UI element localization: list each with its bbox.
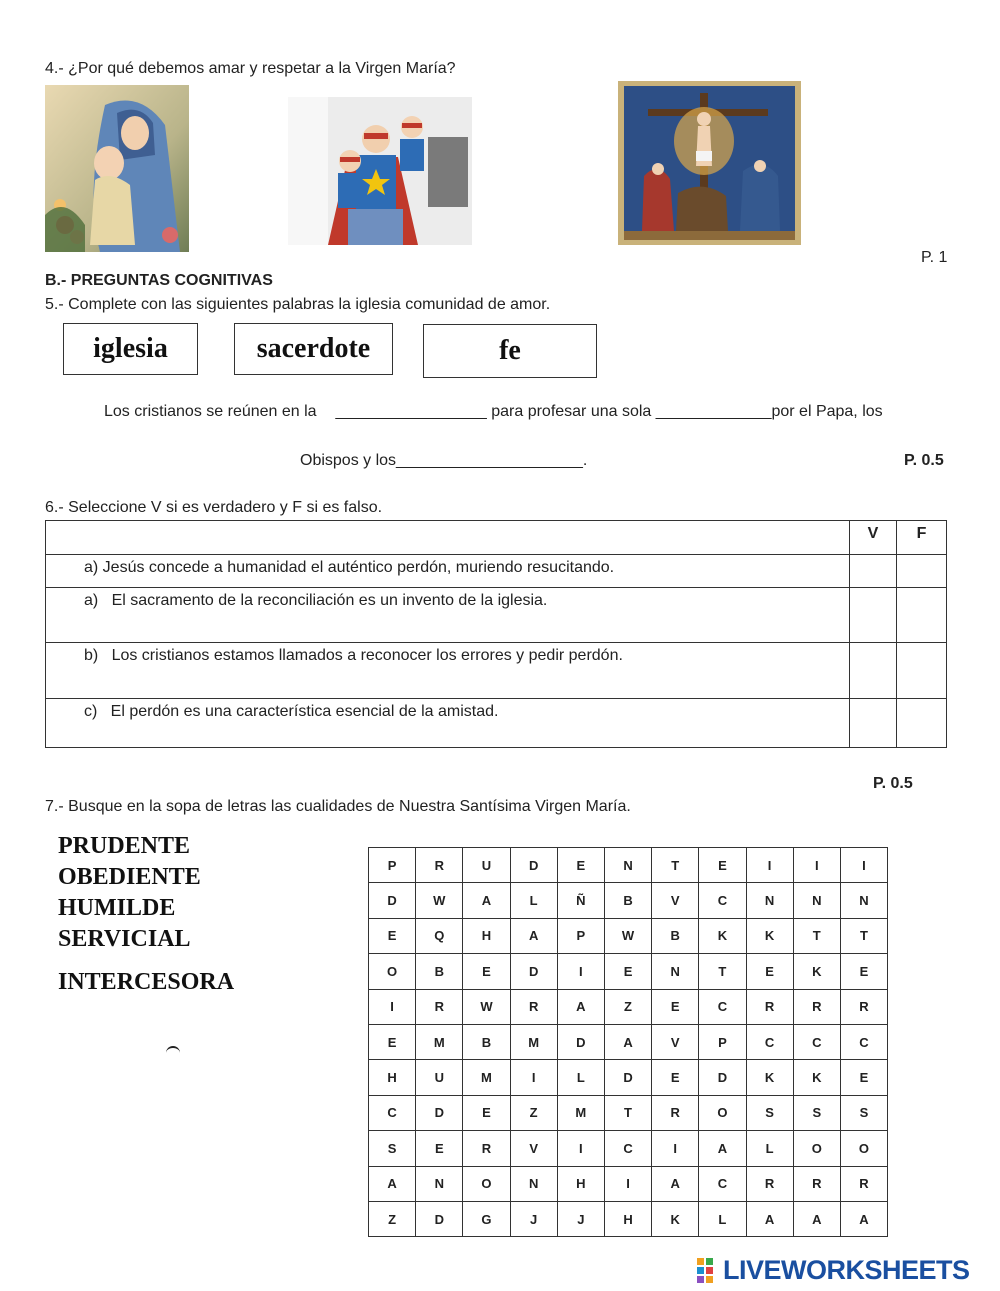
grid-letter[interactable]: B [604, 883, 651, 918]
f-cell-4[interactable] [897, 699, 947, 748]
grid-row [369, 1060, 888, 1095]
table-row [46, 555, 947, 588]
word-search-grid [368, 847, 888, 1237]
grid-letter[interactable]: N [840, 883, 887, 918]
grid-letter[interactable]: I [557, 1131, 604, 1166]
grid-row [369, 1095, 888, 1130]
grid-letter[interactable]: T [840, 918, 887, 953]
grid-letter[interactable]: B [416, 954, 463, 989]
grid-letter[interactable]: R [416, 848, 463, 883]
grid-letter[interactable]: A [369, 1166, 416, 1201]
statement-4: c) El perdón es una característica esencial de la amistad. [46, 699, 850, 748]
grid-letter[interactable]: R [463, 1131, 510, 1166]
grid-letter[interactable]: R [746, 1166, 793, 1201]
blank-2[interactable]: _____________ [655, 403, 772, 420]
grid-letter[interactable]: Z [369, 1201, 416, 1236]
grid-letter[interactable]: S [746, 1095, 793, 1130]
grid-letter[interactable]: K [652, 1201, 699, 1236]
grid-letter[interactable]: C [699, 989, 746, 1024]
grid-letter[interactable]: H [463, 918, 510, 953]
grid-letter[interactable]: M [510, 1024, 557, 1059]
grid-letter[interactable]: A [510, 918, 557, 953]
grid-letter[interactable]: I [369, 989, 416, 1024]
grid-letter[interactable]: N [793, 883, 840, 918]
grid-letter[interactable]: K [699, 918, 746, 953]
grid-letter[interactable]: V [510, 1131, 557, 1166]
grid-letter[interactable]: M [463, 1060, 510, 1095]
word-intercesora: INTERCESORA [58, 969, 235, 995]
grid-letter[interactable]: K [793, 954, 840, 989]
grid-letter[interactable]: D [510, 848, 557, 883]
grid-letter[interactable]: A [699, 1131, 746, 1166]
q4-question: 4.- ¿Por qué debemos amar y respetar a la Virgen María? [45, 60, 456, 77]
grid-letter[interactable]: M [557, 1095, 604, 1130]
sentence-part3: por el Papa, los [771, 403, 883, 420]
grid-letter[interactable]: P [699, 1024, 746, 1059]
grid-letter[interactable]: R [746, 989, 793, 1024]
grid-letter[interactable]: B [652, 918, 699, 953]
f-cell-1[interactable] [897, 555, 947, 588]
table-row [46, 699, 947, 748]
grid-letter[interactable]: M [416, 1024, 463, 1059]
grid-row [369, 1024, 888, 1059]
sentence-end: . [582, 452, 588, 469]
word-obediente: OBEDIENTE [58, 864, 201, 890]
grid-letter[interactable]: I [840, 848, 887, 883]
grid-letter[interactable]: E [416, 1131, 463, 1166]
grid-letter[interactable]: G [463, 1201, 510, 1236]
grid-letter[interactable]: R [840, 989, 887, 1024]
sentence-part1: Los cristianos se reúnen en la [104, 403, 317, 420]
grid-letter[interactable]: C [369, 1095, 416, 1130]
word-prudente: PRUDENTE [58, 833, 191, 859]
grid-letter[interactable]: O [793, 1131, 840, 1166]
q5-sentence-line2 [300, 452, 587, 470]
q4-points: P. 1 [921, 249, 948, 266]
word-box-sacerdote[interactable]: sacerdote [234, 323, 393, 375]
grid-letter[interactable]: O [699, 1095, 746, 1130]
grid-letter[interactable]: H [369, 1060, 416, 1095]
grid-letter[interactable]: A [840, 1201, 887, 1236]
grid-letter[interactable]: K [793, 1060, 840, 1095]
grid-letter[interactable]: T [793, 918, 840, 953]
grid-letter[interactable]: C [699, 883, 746, 918]
grid-letter[interactable]: H [604, 1201, 651, 1236]
grid-letter[interactable]: V [652, 883, 699, 918]
grid-letter[interactable]: D [699, 1060, 746, 1095]
v-cell-2[interactable] [850, 588, 897, 643]
grid-letter[interactable]: D [416, 1201, 463, 1236]
blank-3[interactable]: _____________________ [396, 452, 583, 469]
grid-letter[interactable]: N [746, 883, 793, 918]
grid-letter[interactable]: L [557, 1060, 604, 1095]
grid-letter[interactable]: E [604, 954, 651, 989]
grid-letter[interactable]: E [652, 1060, 699, 1095]
grid-row [369, 848, 888, 883]
superhero-family-image [288, 97, 472, 245]
grid-letter[interactable]: E [699, 848, 746, 883]
grid-letter[interactable]: N [604, 848, 651, 883]
liveworksheets-logo-icon [697, 1258, 723, 1284]
grid-letter[interactable]: C [699, 1166, 746, 1201]
grid-row [369, 1201, 888, 1236]
table-header-row [46, 521, 947, 555]
grid-letter[interactable]: O [369, 954, 416, 989]
f-cell-3[interactable] [897, 643, 947, 699]
grid-letter[interactable]: Ñ [557, 883, 604, 918]
grid-letter[interactable]: I [746, 848, 793, 883]
grid-letter[interactable]: D [557, 1024, 604, 1059]
grid-letter[interactable]: S [369, 1131, 416, 1166]
grid-letter[interactable]: I [652, 1131, 699, 1166]
grid-letter[interactable]: E [840, 1060, 887, 1095]
grid-letter[interactable]: J [510, 1201, 557, 1236]
grid-letter[interactable]: Q [416, 918, 463, 953]
word-servicial: SERVICIAL [58, 926, 191, 952]
grid-letter[interactable]: D [604, 1060, 651, 1095]
grid-letter[interactable]: L [746, 1131, 793, 1166]
grid-letter[interactable]: U [416, 1060, 463, 1095]
grid-letter[interactable]: E [652, 989, 699, 1024]
grid-letter[interactable]: O [840, 1131, 887, 1166]
grid-letter[interactable]: T [604, 1095, 651, 1130]
grid-letter[interactable]: V [652, 1024, 699, 1059]
grid-letter[interactable]: W [604, 918, 651, 953]
grid-letter[interactable]: N [652, 954, 699, 989]
q6-points: P. 0.5 [873, 775, 913, 792]
crucifixion-image [618, 81, 801, 245]
grid-letter[interactable]: A [604, 1024, 651, 1059]
virgin-mary-image [45, 85, 189, 252]
grid-letter[interactable]: K [746, 1060, 793, 1095]
liveworksheets-logo [697, 1255, 970, 1286]
grid-letter[interactable]: I [557, 954, 604, 989]
liveworksheets-logo-text: LIVEWORKSHEETS [723, 1255, 970, 1285]
grid-letter[interactable]: E [557, 848, 604, 883]
grid-letter[interactable]: E [369, 918, 416, 953]
v-cell-4[interactable] [850, 699, 897, 748]
table-row [46, 588, 947, 643]
grid-letter[interactable]: C [840, 1024, 887, 1059]
grid-row [369, 1131, 888, 1166]
true-false-table [45, 520, 947, 748]
grid-letter[interactable]: H [557, 1166, 604, 1201]
q5-question: 5.- Complete con las siguientes palabras la iglesia comunidad de amor. [45, 296, 551, 313]
q5-points: P. 0.5 [904, 452, 944, 469]
grid-row [369, 954, 888, 989]
grid-letter[interactable]: N [510, 1166, 557, 1201]
grid-letter[interactable]: S [840, 1095, 887, 1130]
grid-letter[interactable]: U [463, 848, 510, 883]
header-blank-cell [46, 521, 850, 555]
grid-row [369, 1166, 888, 1201]
grid-letter[interactable]: N [416, 1166, 463, 1201]
grid-letter[interactable]: I [604, 1166, 651, 1201]
grid-letter[interactable]: W [463, 989, 510, 1024]
grid-letter[interactable]: A [652, 1166, 699, 1201]
grid-letter[interactable]: R [510, 989, 557, 1024]
grid-letter[interactable]: W [416, 883, 463, 918]
grid-letter[interactable]: A [557, 989, 604, 1024]
grid-letter[interactable]: R [793, 1166, 840, 1201]
v-cell-1[interactable] [850, 555, 897, 588]
grid-letter[interactable]: P [369, 848, 416, 883]
grid-letter[interactable]: I [510, 1060, 557, 1095]
sentence-part2: para profesar una sola [491, 403, 652, 420]
grid-letter[interactable]: A [793, 1201, 840, 1236]
grid-row [369, 918, 888, 953]
grid-letter[interactable]: I [793, 848, 840, 883]
grid-letter[interactable]: S [793, 1095, 840, 1130]
word-box-fe[interactable]: fe [423, 324, 597, 378]
grid-letter[interactable]: C [604, 1131, 651, 1166]
grid-letter[interactable]: T [652, 848, 699, 883]
stray-mark [166, 1046, 180, 1058]
q5-sentence-line1 [104, 403, 883, 421]
grid-letter[interactable]: R [652, 1095, 699, 1130]
grid-letter[interactable]: D [510, 954, 557, 989]
statement-3: b) Los cristianos estamos llamados a reconocer los errores y pedir perdón. [46, 643, 850, 699]
column-f-header: F [897, 521, 947, 555]
blank-1[interactable]: _________________ [335, 403, 487, 420]
v-cell-3[interactable] [850, 643, 897, 699]
word-humilde: HUMILDE [58, 895, 176, 921]
grid-letter[interactable]: P [557, 918, 604, 953]
grid-letter[interactable]: C [793, 1024, 840, 1059]
grid-letter[interactable]: E [840, 954, 887, 989]
grid-letter[interactable]: R [416, 989, 463, 1024]
q6-question: 6.- Seleccione V si es verdadero y F si es falso. [45, 499, 383, 516]
grid-letter[interactable]: D [369, 883, 416, 918]
grid-letter[interactable]: A [463, 883, 510, 918]
grid-letter[interactable]: K [746, 918, 793, 953]
grid-letter[interactable]: R [840, 1166, 887, 1201]
grid-letter[interactable]: C [746, 1024, 793, 1059]
grid-letter[interactable]: E [369, 1024, 416, 1059]
statement-1: a) Jesús concede a humanidad el auténtico perdón, muriendo resucitando. [46, 555, 850, 588]
grid-letter[interactable]: L [510, 883, 557, 918]
grid-letter[interactable]: Z [510, 1095, 557, 1130]
grid-row [369, 883, 888, 918]
q7-question: 7.- Busque en la sopa de letras las cualidades de Nuestra Santísima Virgen María. [45, 798, 631, 815]
word-box-iglesia[interactable]: iglesia [63, 323, 198, 375]
grid-letter[interactable]: J [557, 1201, 604, 1236]
grid-letter[interactable]: B [463, 1024, 510, 1059]
grid-row [369, 989, 888, 1024]
grid-letter[interactable]: L [699, 1201, 746, 1236]
column-v-header: V [850, 521, 897, 555]
grid-letter[interactable]: E [463, 1095, 510, 1130]
grid-letter[interactable]: R [793, 989, 840, 1024]
section-b-title: B.- PREGUNTAS COGNITIVAS [45, 272, 273, 289]
grid-letter[interactable]: E [463, 954, 510, 989]
grid-letter[interactable]: Z [604, 989, 651, 1024]
grid-letter[interactable]: E [746, 954, 793, 989]
table-row [46, 643, 947, 699]
sentence-part4: Obispos y los [300, 452, 397, 469]
f-cell-2[interactable] [897, 588, 947, 643]
grid-letter[interactable]: O [463, 1166, 510, 1201]
grid-letter[interactable]: D [416, 1095, 463, 1130]
statement-2: a) El sacramento de la reconciliación es un invento de la iglesia. [46, 588, 850, 643]
grid-letter[interactable]: A [746, 1201, 793, 1236]
grid-letter[interactable]: T [699, 954, 746, 989]
